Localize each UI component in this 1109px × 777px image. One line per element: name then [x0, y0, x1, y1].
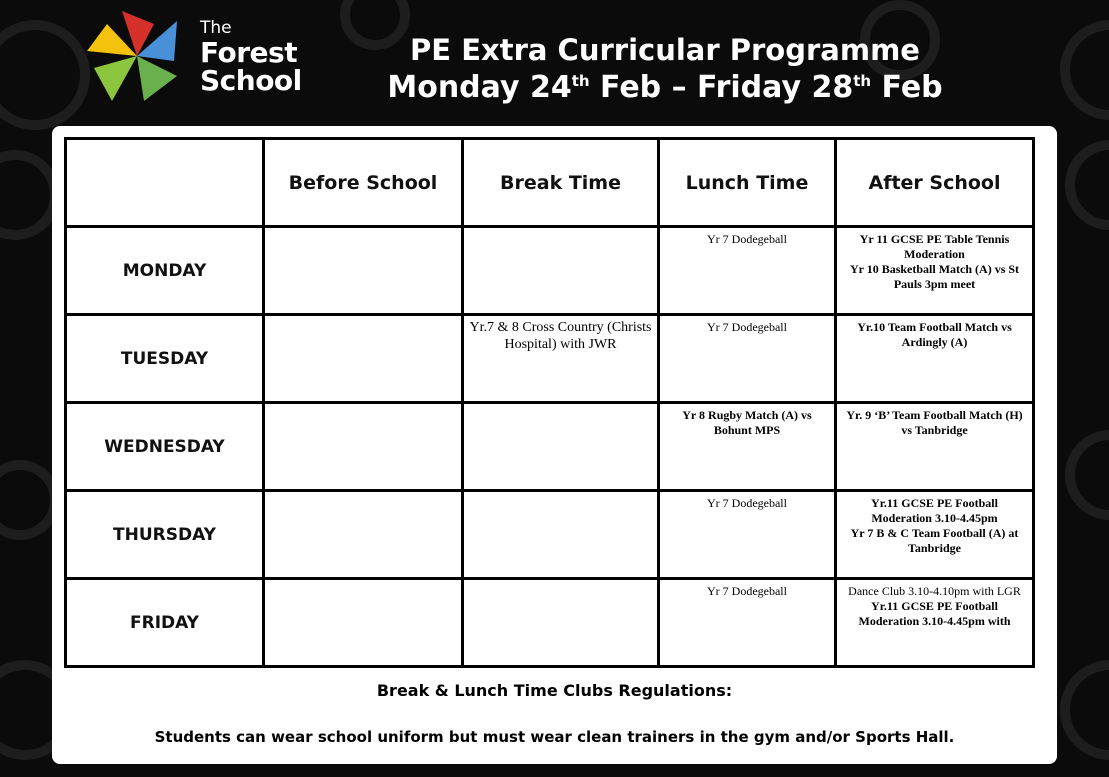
cell-after — [836, 491, 1034, 579]
background-ball-icon — [0, 150, 60, 240]
header-cell-after-school: After School — [836, 139, 1034, 227]
activity-item: Yr. 9 ‘B’ Team Football Match (H) vs Tanbridge — [846, 408, 1023, 437]
activity-list — [464, 228, 657, 231]
background-ball-icon — [1065, 430, 1109, 520]
regulations-heading: Break & Lunch Time Clubs Regulations: — [376, 681, 733, 700]
background-ball-icon — [1065, 140, 1109, 230]
cell-break — [463, 403, 659, 491]
title-sup-2: th — [853, 72, 872, 90]
activity-item: Yr 7 Dodegeball — [707, 320, 787, 334]
activity-list — [660, 404, 834, 438]
cell-after — [836, 227, 1034, 315]
activity-list — [660, 228, 834, 247]
activity-list — [265, 228, 461, 232]
header-row — [66, 139, 1034, 227]
table-row — [66, 579, 1034, 667]
cell-after — [836, 579, 1034, 667]
cell-lunch — [659, 579, 836, 667]
activity-list — [265, 492, 461, 496]
header — [0, 0, 1109, 125]
background-ball-icon — [1060, 660, 1109, 760]
schedule-table — [64, 137, 1035, 668]
cell-before — [264, 227, 463, 315]
activity-list — [660, 492, 834, 511]
cell-lunch — [659, 315, 836, 403]
day-label: WEDNESDAY — [66, 403, 264, 491]
activity-item: Yr.7 & 8 Cross Country (Christs Hospital) with JWR — [469, 320, 652, 352]
cell-break — [463, 491, 659, 579]
activity-list — [837, 228, 1032, 292]
activity-item: Yr 7 Dodegeball — [707, 496, 787, 510]
logo-the: The — [200, 18, 232, 38]
table-row — [66, 227, 1034, 315]
header-cell-break-time: Break Time — [463, 139, 659, 227]
activity-list — [837, 580, 1032, 629]
header-cell-lunch-time: Lunch Time — [659, 139, 836, 227]
schedule-card — [52, 126, 1057, 764]
activity-list — [265, 580, 461, 584]
regulations-text: Students can wear school uniform but must wear clean trainers in the gym and/or Sports Hall. — [154, 728, 955, 746]
pinwheel-logo-icon — [82, 6, 192, 106]
title-sup-1: th — [571, 72, 590, 90]
table-row — [66, 315, 1034, 403]
cell-after — [836, 403, 1034, 491]
activity-list — [464, 404, 657, 407]
schedule-body — [66, 227, 1034, 667]
background-ball-icon — [0, 460, 60, 540]
activity-list — [837, 316, 1032, 350]
activity-list — [265, 316, 461, 320]
cell-before — [264, 579, 463, 667]
activity-item: Yr.11 GCSE PE Football Moderation 3.10-4.45pm with — [858, 599, 1011, 628]
logo-wordmark — [200, 20, 302, 95]
school-logo — [82, 6, 312, 106]
cell-after — [836, 315, 1034, 403]
title-month: Feb — [871, 70, 943, 105]
day-label: TUESDAY — [66, 315, 264, 403]
regulations — [52, 681, 1057, 746]
activity-item: Yr.10 Team Football Match vs Ardingly (A) — [857, 320, 1012, 349]
activity-list — [265, 404, 461, 408]
cell-break — [463, 315, 659, 403]
activity-item: Yr 7 Dodegeball — [707, 584, 787, 598]
table-row — [66, 403, 1034, 491]
day-label: MONDAY — [66, 227, 264, 315]
table-row — [66, 491, 1034, 579]
activity-item: Dance Club 3.10-4.10pm with LGR — [848, 584, 1021, 598]
title-date-start: Monday 24 — [387, 70, 572, 105]
activity-list — [660, 316, 834, 335]
logo-forest: Forest — [200, 36, 298, 69]
header-cell-before-school: Before School — [264, 139, 463, 227]
activity-item: Yr 7 Dodegeball — [707, 232, 787, 246]
cell-lunch — [659, 403, 836, 491]
header-cell-corner — [66, 139, 264, 227]
activity-item: Yr 10 Basketball Match (A) vs St Pauls 3pm meet — [849, 262, 1020, 291]
activity-list — [837, 492, 1032, 556]
cell-break — [463, 579, 659, 667]
activity-item: Yr 11 GCSE PE Table Tennis Moderation — [859, 232, 1010, 261]
title-line-1: PE Extra Curricular Programme — [410, 33, 920, 67]
cell-before — [264, 315, 463, 403]
page-title — [330, 32, 1000, 108]
activity-list — [837, 404, 1032, 438]
day-label: THURSDAY — [66, 491, 264, 579]
activity-list — [660, 580, 834, 599]
logo-school: School — [200, 64, 302, 97]
activity-item: Yr 7 B & C Team Football (A) at Tanbridge — [850, 526, 1019, 555]
cell-lunch — [659, 227, 836, 315]
title-line-2 — [330, 68, 1000, 108]
cell-before — [264, 491, 463, 579]
activity-item: Yr 8 Rugby Match (A) vs Bohunt MPS — [682, 408, 812, 437]
cell-before — [264, 403, 463, 491]
day-label: FRIDAY — [66, 579, 264, 667]
activity-list — [464, 316, 657, 353]
cell-lunch — [659, 491, 836, 579]
title-date-end: Feb – Friday 28 — [589, 70, 854, 105]
activity-list — [464, 580, 657, 583]
activity-list — [464, 492, 657, 495]
activity-item: Yr.11 GCSE PE Football Moderation 3.10-4.45pm — [871, 496, 998, 525]
cell-break — [463, 227, 659, 315]
